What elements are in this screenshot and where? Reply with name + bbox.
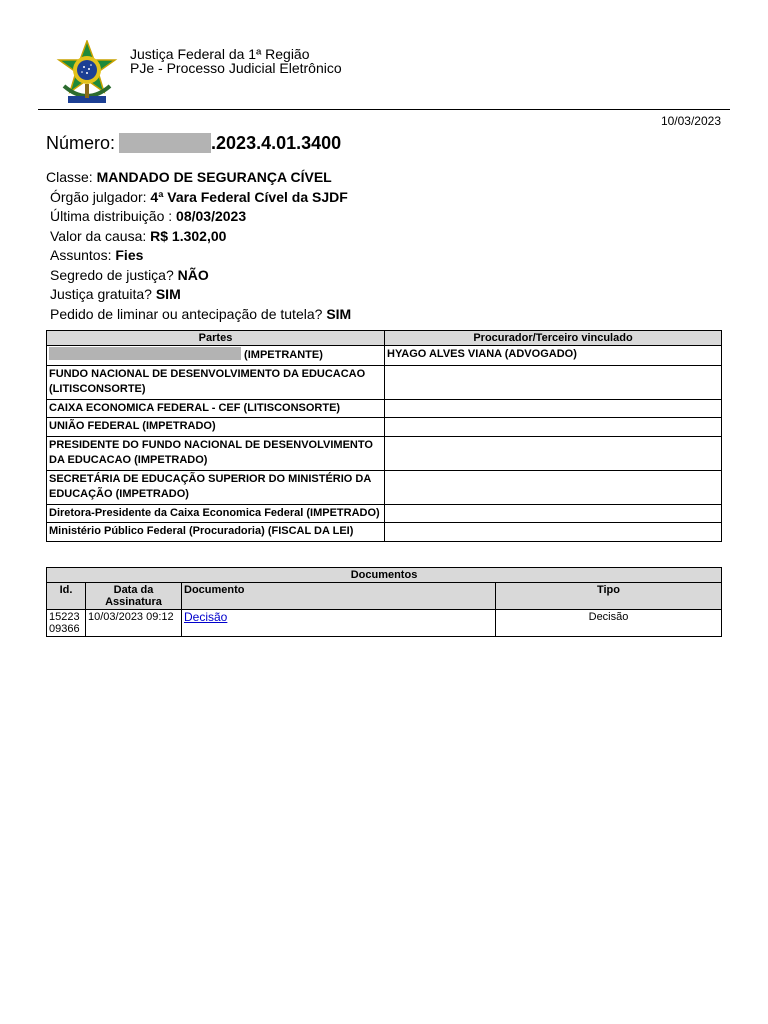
liminar-row [46,305,351,325]
process-info [46,168,351,324]
liminar-label: Pedido de liminar ou antecipação de tutela? [50,305,327,322]
documentos-title-row [47,568,722,583]
procurador-cell [385,523,722,542]
redacted-block [49,347,241,360]
table-row [47,436,722,470]
procurador-cell [385,418,722,437]
orgao-row [46,188,351,208]
distribuicao-label: Última distribuição : [50,208,177,224]
liminar-value: SIM [326,305,352,322]
parte-cell: FUNDO NACIONAL DE DESENVOLVIMENTO DA EDUCACAO (LITISCONSORTE) [47,365,385,399]
header-divider [38,109,730,110]
distribuicao-row [46,207,351,227]
process-number-label: Número: [46,133,116,153]
classe-value: MANDADO DE SEGURANÇA CÍVEL [96,169,332,185]
parte-cell: PRESIDENTE DO FUNDO NACIONAL DE DESENVOLVIMENTO DA EDUCACAO (IMPETRADO) [47,436,385,470]
process-number-value: .2023.4.01.3400 [211,133,342,153]
table-row [47,504,722,523]
procurador-cell [385,399,722,418]
assuntos-value: Fies [115,247,144,263]
segredo-row [46,266,351,286]
parte-cell: SECRETÁRIA DE EDUCAÇÃO SUPERIOR DO MINISTÉRIO DA EDUCAÇÃO (IMPETRADO) [47,470,385,504]
gratuita-label: Justiça gratuita? [50,286,156,302]
partes-table [46,330,722,542]
process-number [46,133,341,154]
org-name: Justiça Federal da 1ª Região [130,46,310,62]
documento-column-header: Documento [182,583,496,610]
distribuicao-value: 08/03/2023 [176,208,247,224]
doc-documento-cell [182,610,496,637]
table-row [47,399,722,418]
documentos-header-row [47,583,722,610]
assuntos-row [46,246,351,266]
orgao-value: 4ª Vara Federal Cível da SJDF [150,188,348,205]
parte-cell [47,346,385,366]
table-row [47,365,722,399]
gratuita-row [46,285,351,305]
segredo-value: NÃO [177,266,209,283]
document-header [0,0,768,112]
parte-cell: UNIÃO FEDERAL (IMPETRADO) [47,418,385,437]
table-row [47,610,722,637]
valor-value: R$ 1.302,00 [150,227,227,244]
documentos-title: Documentos [47,568,722,583]
documentos-table [46,567,722,637]
id-column-header: Id. [47,583,86,610]
table-row [47,470,722,504]
document-date: 10/03/2023 [660,114,721,128]
assuntos-label: Assuntos: [50,247,116,263]
procurador-cell [385,365,722,399]
procurador-cell [385,436,722,470]
classe-row [46,168,351,188]
valor-label: Valor da causa: [50,227,151,244]
gratuita-value: SIM [155,286,181,302]
procurador-column-header: Procurador/Terceiro vinculado [385,331,722,346]
data-column-header: Data da Assinatura [86,583,182,610]
classe-label: Classe: [46,169,97,185]
procurador-cell [385,504,722,523]
tipo-column-header: Tipo [496,583,722,610]
doc-data-cell: 10/03/2023 09:12 [86,610,182,637]
orgao-label: Órgão julgador: [50,188,151,205]
table-row [47,346,722,366]
partes-header-row [47,331,722,346]
decisao-link[interactable]: Decisão [184,610,228,624]
doc-tipo-cell: Decisão [496,610,722,637]
parte-cell: CAIXA ECONOMICA FEDERAL - CEF (LITISCONSORTE) [47,399,385,418]
procurador-cell: HYAGO ALVES VIANA (ADVOGADO) [385,346,722,366]
valor-row [46,227,351,247]
brazil-coat-of-arms-icon [54,40,120,108]
table-row [47,418,722,437]
parte-cell: Ministério Público Federal (Procuradoria) (FISCAL DA LEI) [47,523,385,542]
segredo-label: Segredo de justiça? [50,266,178,283]
doc-id-cell: 15223 09366 [47,610,86,637]
table-row [47,523,722,542]
redacted-block [119,133,211,153]
partes-column-header: Partes [47,331,385,346]
parte-cell: Diretora-Presidente da Caixa Economica Federal (IMPETRADO) [47,504,385,523]
system-name: PJe - Processo Judicial Eletrônico [130,60,342,76]
procurador-cell [385,470,722,504]
parte-text: (IMPETRANTE) [241,349,323,361]
